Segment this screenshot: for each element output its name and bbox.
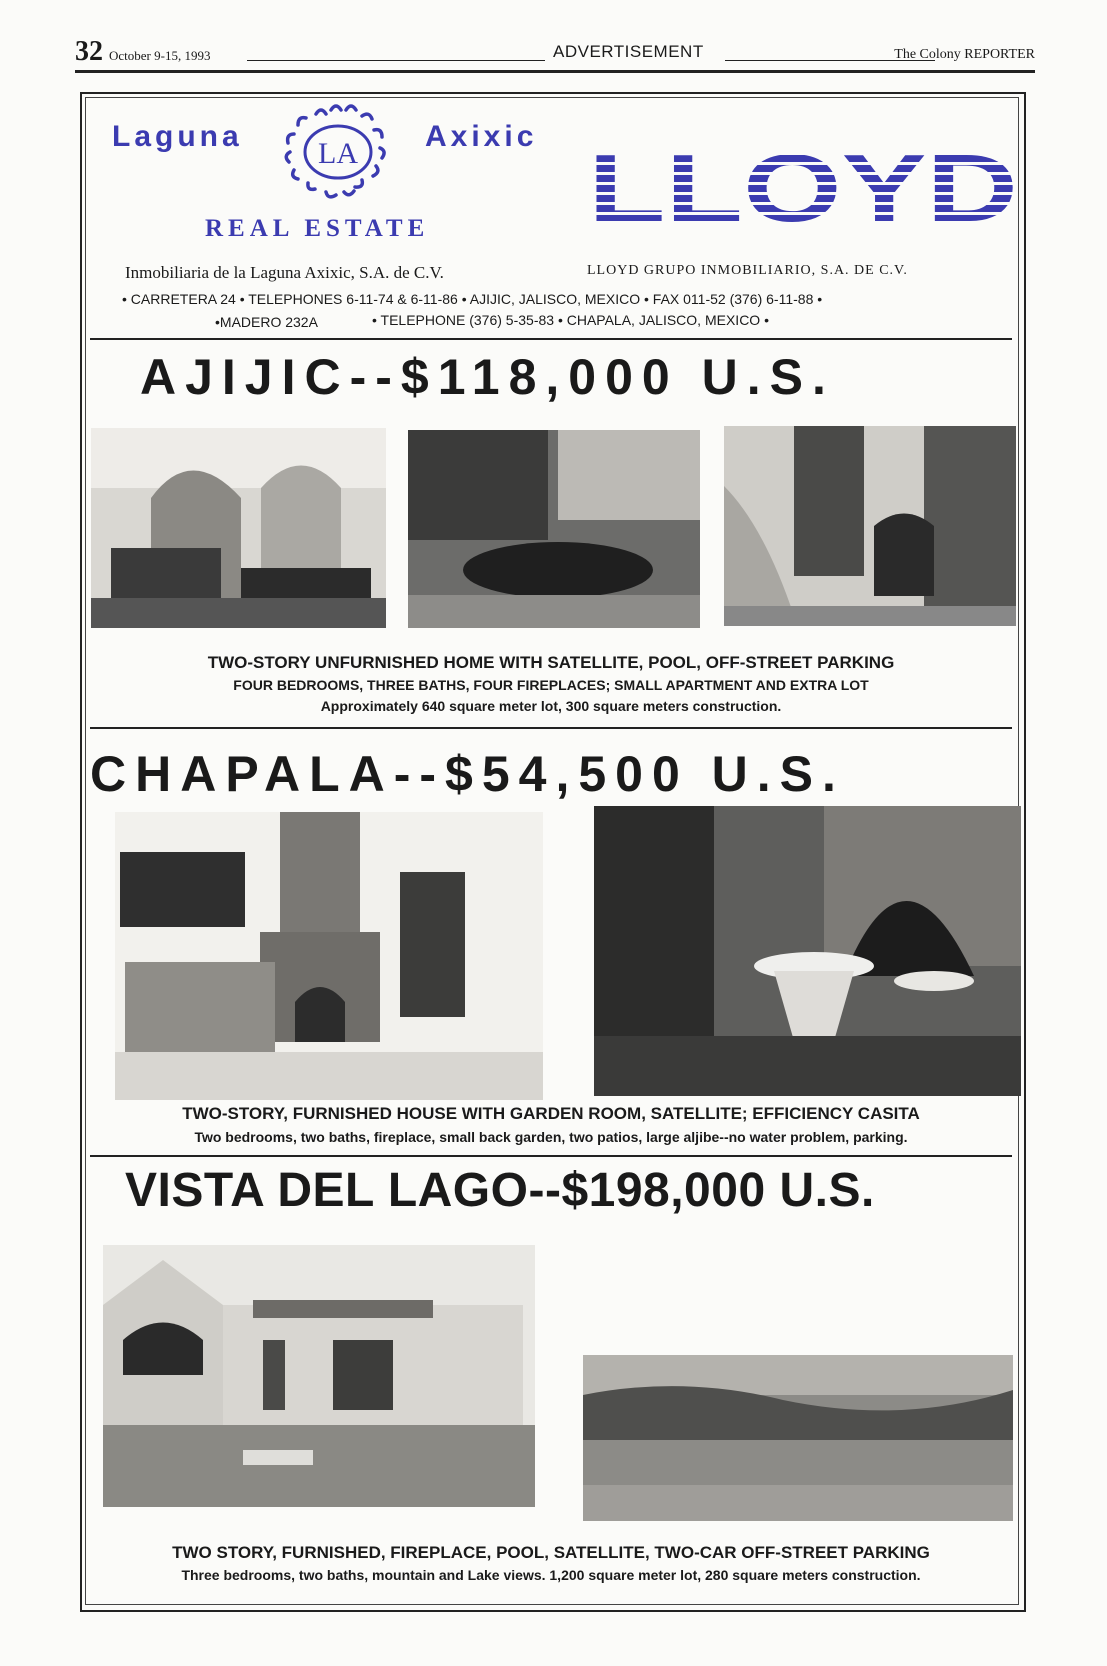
listing-caption-sub: Three bedrooms, two baths, mountain and Lake views. 1,200 square meter lot, 280 square meters construction.: [181, 1567, 921, 1583]
listing-headline: VISTA DEL LAGO--$198,000 U.S.: [125, 1164, 875, 1217]
listing-caption-main: TWO-STORY, FURNISHED HOUSE WITH GARDEN ROOM, SATELLITE; EFFICIENCY CASITA: [182, 1104, 920, 1123]
listing-caption-sub: FOUR BEDROOMS, THREE BATHS, FOUR FIREPLACES; SMALL APARTMENT AND EXTRA LOT: [233, 677, 869, 693]
address-line: •MADERO 232A: [215, 314, 318, 330]
brand-axixic: Axixic: [425, 120, 538, 153]
photo-living-room: [91, 428, 386, 628]
publication-name: The Colony REPORTER: [894, 47, 1035, 62]
listing-headline: CHAPALA--$54,500 U.S.: [90, 746, 845, 802]
listing-caption-main: TWO STORY, FURNISHED, FIREPLACE, POOL, SATELLITE, TWO-CAR OFF-STREET PARKING: [172, 1543, 930, 1562]
page-header: [75, 36, 1035, 67]
brand-laguna: Laguna: [112, 120, 243, 153]
issue-date: October 9-15, 1993: [109, 48, 211, 63]
sun-logo: [276, 100, 402, 210]
brand-monogram: LA: [318, 137, 358, 170]
section-divider: [90, 1155, 1012, 1157]
address-line: • CARRETERA 24 • TELEPHONES 6-11-74 & 6-11-86 • AJIJIC, JALISCO, MEXICO • FAX 011-52 (376) 6-11-88 •: [122, 291, 823, 307]
listing-headline: AJIJIC--$118,000 U.S.: [140, 349, 835, 405]
section-divider: [90, 727, 1012, 729]
photo-library: [724, 426, 1016, 626]
section-label: ADVERTISEMENT: [553, 42, 704, 61]
listing-caption-sub: Approximately 640 square meter lot, 300 square meters construction.: [320, 698, 782, 714]
lloyd-wordmark: LLOYD: [588, 145, 1018, 227]
header-divider: [75, 70, 1035, 73]
photo-garden-room: [594, 806, 1021, 1096]
company-left: Inmobiliaria de la Laguna Axixic, S.A. de C.V.: [125, 263, 444, 282]
section-divider: [90, 338, 1012, 340]
header-rule: [247, 60, 545, 61]
photo-lake-view: [583, 1355, 1013, 1521]
listing-caption-main: TWO-STORY UNFURNISHED HOME WITH SATELLITE, POOL, OFF-STREET PARKING: [207, 653, 895, 672]
brand-real-estate: REAL ESTATE: [205, 215, 430, 242]
lloyd-logo: [588, 145, 1018, 227]
company-right: LLOYD GRUPO INMOBILIARIO, S.A. DE C.V.: [587, 263, 908, 278]
address-line: • TELEPHONE (376) 5-35-83 • CHAPALA, JALISCO, MEXICO •: [372, 312, 769, 328]
listing-caption-sub: Two bedrooms, two baths, fireplace, small back garden, two patios, large aljibe--no water problem, parking.: [194, 1129, 908, 1145]
page-number: 32: [75, 36, 103, 67]
photo-living-room-fireplace: [115, 812, 543, 1100]
photo-pool: [408, 430, 700, 628]
photo-house-exterior: [103, 1245, 535, 1507]
